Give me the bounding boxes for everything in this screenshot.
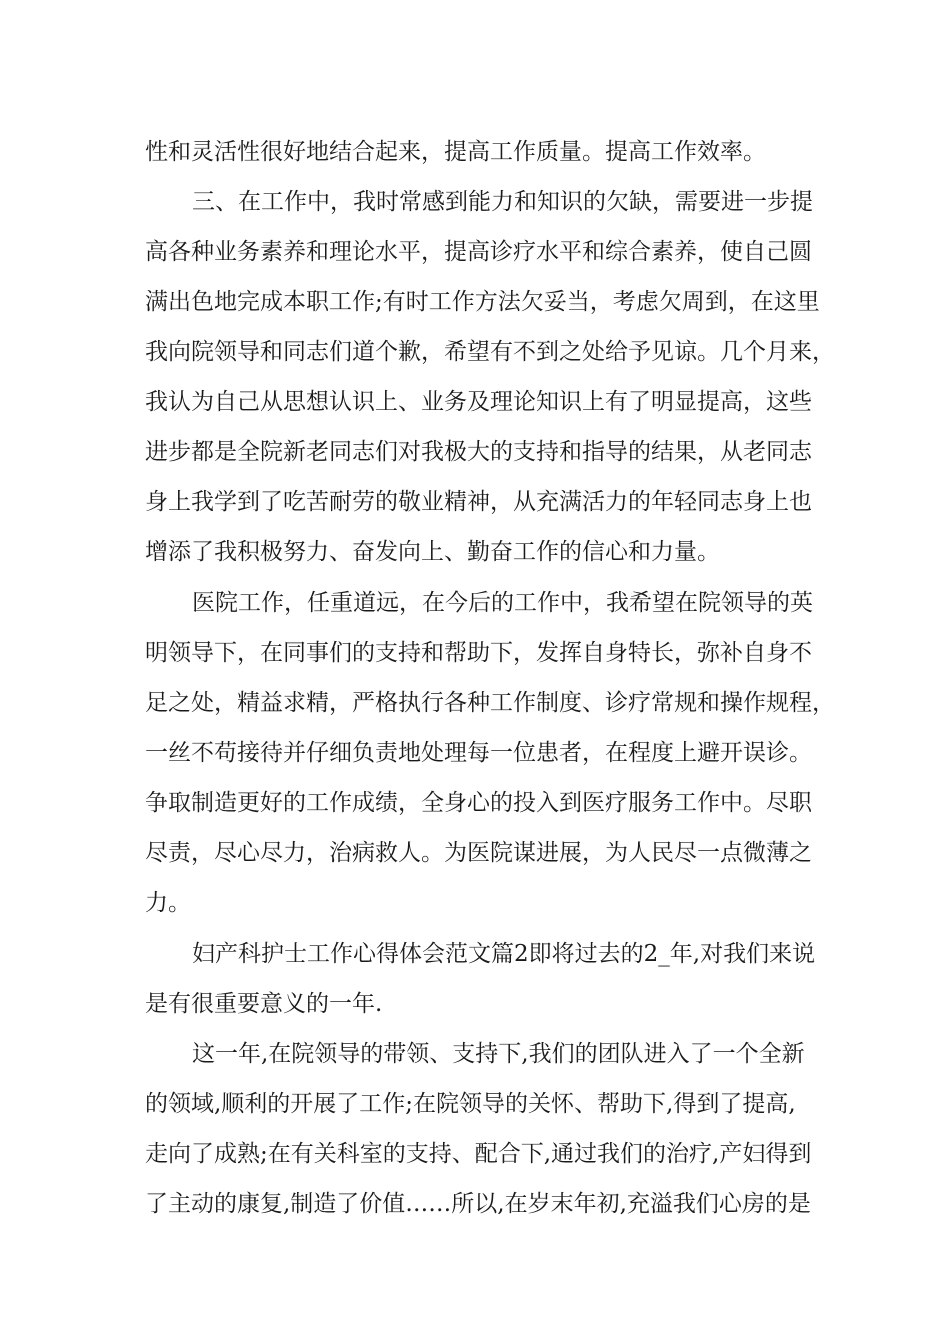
text-line: 走向了成熟;在有关科室的支持、配合下,通过我们的治疗,产妇得到 xyxy=(145,1141,812,1167)
text-line: 了主动的康复,制造了价值……所以,在岁末年初,充溢我们心房的是 xyxy=(145,1191,811,1217)
text-line: 足之处，精益求精，严格执行各种工作制度、诊疗常规和操作规程， xyxy=(145,690,835,716)
text-line: 三、在工作中，我时常感到能力和知识的欠缺，需要进一步提 xyxy=(192,189,813,215)
text-line: 满出色地完成本职工作;有时工作方法欠妥当，考虑欠周到，在这里 xyxy=(145,289,820,315)
text-line: 医院工作，任重道远，在今后的工作中，我希望在院领导的英 xyxy=(192,590,813,616)
text-line: 我认为自己从思想认识上、业务及理论知识上有了明显提高，这些 xyxy=(145,389,812,415)
text-line: 的领域,顺利的开展了工作;在院领导的关怀、帮助下,得到了提高, xyxy=(145,1091,796,1117)
text-line: 争取制造更好的工作成绩，全身心的投入到医疗服务工作中。尽职 xyxy=(145,790,812,816)
text-line: 身上我学到了吃苦耐劳的敬业精神，从充满活力的年轻同志身上也 xyxy=(145,489,812,515)
text-line: 这一年,在院领导的带领、支持下,我们的团队进入了一个全新 xyxy=(192,1041,805,1067)
text-line: 妇产科护士工作心得体会范文篇2即将过去的2_年,对我们来说 xyxy=(192,941,816,967)
text-line: 我向院领导和同志们道个歉，希望有不到之处给予见谅。几个月来， xyxy=(145,339,835,365)
text-line: 高各种业务素养和理论水平，提高诊疗水平和综合素养，使自己圆 xyxy=(145,239,812,265)
text-line: 力。 xyxy=(145,890,191,916)
text-line: 性和灵活性很好地结合起来，提高工作质量。提高工作效率。 xyxy=(145,139,766,165)
text-line: 尽责，尽心尽力，治病救人。为医院谋进展，为人民尽一点微薄之 xyxy=(145,840,812,866)
text-line: 进步都是全院新老同志们对我极大的支持和指导的结果，从老同志 xyxy=(145,439,812,465)
text-line: 明领导下，在同事们的支持和帮助下，发挥自身特长，弥补自身不 xyxy=(145,640,812,666)
text-line: 是有很重要意义的一年. xyxy=(145,991,383,1017)
text-line: 一丝不苟接待并仔细负责地处理每一位患者，在程度上避开误诊。 xyxy=(145,740,812,766)
text-line: 增添了我积极努力、奋发向上、勤奋工作的信心和力量。 xyxy=(145,539,720,565)
